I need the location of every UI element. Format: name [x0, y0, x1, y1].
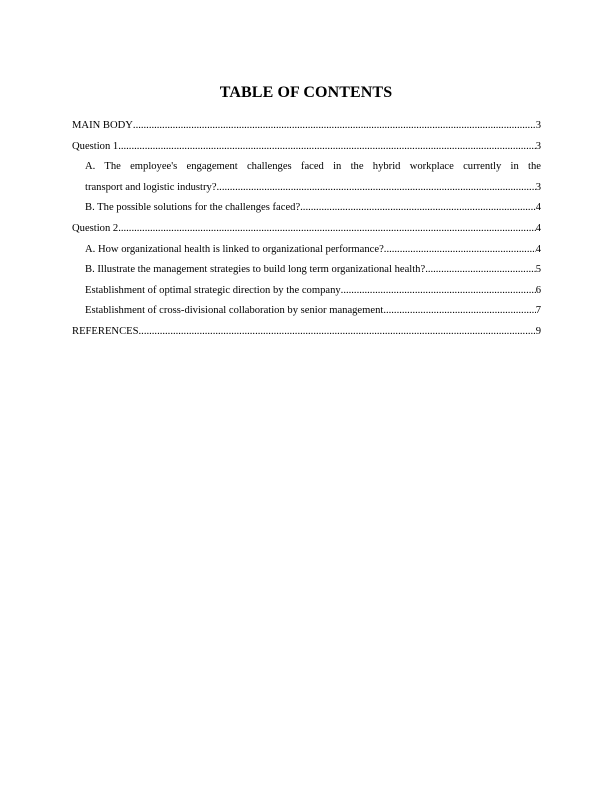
toc-entry-label: Question 1 [72, 140, 119, 152]
toc-page-number: 4 [535, 202, 541, 214]
dot-leader [384, 240, 536, 261]
dot-leader [118, 137, 536, 158]
dot-leader [133, 116, 536, 137]
toc-page-number: 6 [535, 284, 541, 296]
table-of-contents [72, 116, 541, 343]
toc-entry-label: Establishment of optimal strategic direction by the company [85, 284, 341, 296]
toc-entry-q1-a[interactable] [72, 157, 541, 198]
toc-page-number: 4 [535, 222, 541, 234]
toc-entry-q1-b[interactable] [72, 198, 541, 219]
toc-entry-question-2[interactable] [72, 219, 541, 240]
toc-page-number: 3 [535, 140, 541, 152]
toc-entry-label: MAIN BODY [72, 120, 133, 131]
toc-entry-label-line2: transport and logistic industry? [85, 181, 217, 193]
dot-leader [341, 281, 536, 302]
toc-page-number: 5 [535, 264, 541, 276]
dot-leader [217, 178, 536, 199]
toc-entry-label: A. How organizational health is linked to organizational performance? [85, 243, 384, 255]
toc-entry-q2-b[interactable] [72, 260, 541, 281]
dot-leader [118, 219, 536, 240]
toc-page-number: 9 [535, 325, 541, 337]
toc-entry-references[interactable] [72, 322, 541, 343]
toc-title: TABLE OF CONTENTS [219, 84, 393, 101]
toc-page-number: 7 [535, 305, 541, 317]
toc-entry-label: B. The possible solutions for the challenges faced? [85, 202, 301, 214]
toc-entry-cross-divisional[interactable] [72, 301, 541, 322]
toc-entry-strategic-direction[interactable] [72, 281, 541, 302]
toc-entry-label-line1: A. The employee's engagement challenges faced in the hybrid workplace currently in the [85, 161, 541, 173]
toc-entry-main-body[interactable] [72, 116, 541, 137]
dot-leader [300, 198, 536, 219]
toc-page-number: 3 [535, 120, 541, 131]
toc-entry-label: B. Illustrate the management strategies to build long term organizational health? [85, 264, 426, 276]
toc-entry-label: Establishment of cross-divisional collaboration by senior management [85, 305, 384, 317]
dot-leader [139, 322, 536, 343]
toc-entry-label: REFERENCES [72, 325, 139, 337]
toc-entry-q2-a[interactable] [72, 240, 541, 261]
toc-entry-label: Question 2 [72, 222, 119, 234]
dot-leader [425, 260, 536, 281]
toc-entry-question-1[interactable] [72, 137, 541, 158]
dot-leader [383, 301, 535, 322]
toc-page-number: 4 [535, 243, 541, 255]
toc-page-number: 3 [535, 181, 541, 193]
